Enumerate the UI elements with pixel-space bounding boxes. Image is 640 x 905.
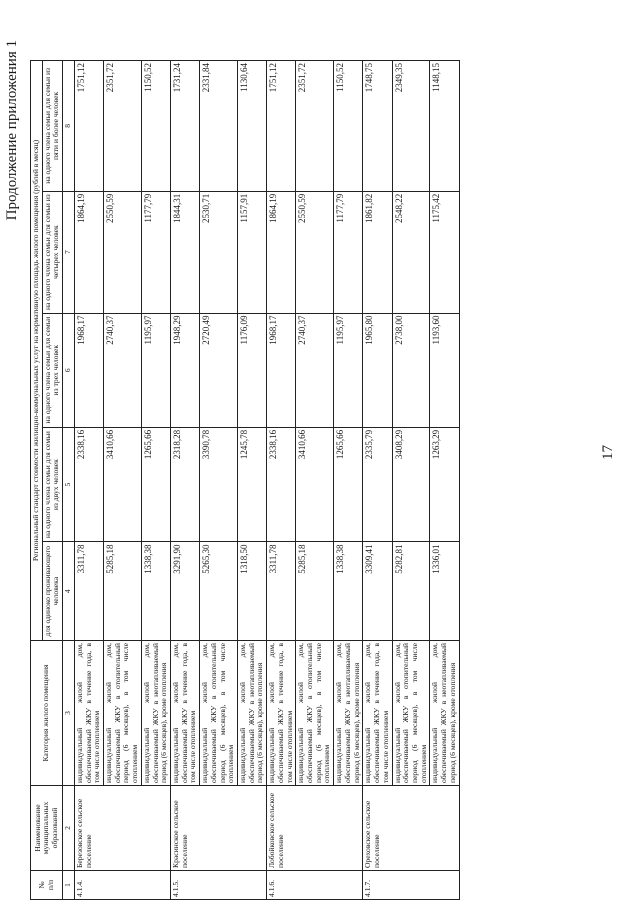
table-row bbox=[200, 61, 238, 900]
column-index: 6 bbox=[63, 313, 75, 427]
municipality-name: Березовское сельское поселение bbox=[74, 786, 170, 871]
housing-category: индивидуальный жилой дом, обеспечиваемый ЖКУ в течение года, в том числе отоплением bbox=[267, 641, 296, 786]
column-index: 8 bbox=[63, 61, 75, 192]
table-row bbox=[103, 61, 141, 900]
cost-value: 1263,29 bbox=[430, 427, 459, 542]
cost-value: 3408,29 bbox=[392, 427, 430, 542]
cost-value: 2335,79 bbox=[363, 427, 392, 542]
cost-value: 1130,64 bbox=[238, 61, 267, 192]
cost-value: 1177,79 bbox=[334, 191, 363, 313]
cost-value: 3311,78 bbox=[74, 542, 103, 641]
tariff-table bbox=[30, 60, 460, 900]
housing-category: индивидуальный жилой дом, обеспечиваемый ЖКУ в течение года, в том числе отоплением bbox=[170, 641, 199, 786]
cost-value: 2720,49 bbox=[200, 313, 238, 427]
table-row bbox=[296, 61, 334, 900]
housing-category: индивидуальный жилой дом, обеспечиваемый ЖКУ в отопительный период (6 месяцев), в том числе отоплением bbox=[392, 641, 430, 786]
cost-value: 1748,75 bbox=[363, 61, 392, 192]
cost-value: 5285,18 bbox=[296, 542, 334, 641]
cost-value: 1336,01 bbox=[430, 542, 459, 641]
cost-value: 1176,09 bbox=[238, 313, 267, 427]
housing-category: индивидуальный жилой дом, обеспечиваемый ЖКУ в неотапливаемый период (6 месяцев), кроме отопления bbox=[141, 641, 170, 786]
housing-category: индивидуальный жилой дом, обеспечиваемый ЖКУ в неотапливаемый период (6 месяцев), кроме отопления bbox=[430, 641, 459, 786]
cost-value: 2738,00 bbox=[392, 313, 430, 427]
cost-value: 1195,97 bbox=[334, 313, 363, 427]
row-number: 4.1.6. bbox=[267, 871, 363, 900]
header-sub-4: на одного члена семьи для семьи из четырех человек bbox=[42, 191, 62, 313]
housing-category: индивидуальный жилой дом, обеспечиваемый ЖКУ в отопительный период (6 месяцев), в том числе отоплением bbox=[200, 641, 238, 786]
cost-value: 2318,28 bbox=[170, 427, 199, 542]
cost-value: 1968,17 bbox=[74, 313, 103, 427]
cost-value: 5282,81 bbox=[392, 542, 430, 641]
column-index: 7 bbox=[63, 191, 75, 313]
cost-value: 1150,52 bbox=[141, 61, 170, 192]
cost-value: 1175,42 bbox=[430, 191, 459, 313]
cost-value: 1148,15 bbox=[430, 61, 459, 192]
cost-value: 1864,19 bbox=[267, 191, 296, 313]
cost-value: 2351,72 bbox=[103, 61, 141, 192]
cost-value: 3309,41 bbox=[363, 542, 392, 641]
row-number: 4.1.5. bbox=[170, 871, 266, 900]
column-index: 1 bbox=[63, 871, 75, 900]
cost-value: 1195,97 bbox=[141, 313, 170, 427]
table-row bbox=[267, 61, 296, 900]
cost-value: 1193,60 bbox=[430, 313, 459, 427]
column-index: 4 bbox=[63, 542, 75, 641]
housing-category: индивидуальный жилой дом, обеспечиваемый ЖКУ в неотапливаемый период (6 месяцев), кроме отопления bbox=[238, 641, 267, 786]
column-index: 2 bbox=[63, 786, 75, 871]
cost-value: 2548,22 bbox=[392, 191, 430, 313]
header-sub-1: для одиноко проживающего человека bbox=[42, 542, 62, 641]
column-index: 3 bbox=[63, 641, 75, 786]
cost-value: 3390,78 bbox=[200, 427, 238, 542]
cost-value: 1265,66 bbox=[141, 427, 170, 542]
header-category: Категория жилого помещения bbox=[31, 641, 63, 786]
table-row bbox=[392, 61, 430, 900]
cost-value: 1861,82 bbox=[363, 191, 392, 313]
housing-category: индивидуальный жилой дом, обеспечиваемый ЖКУ в отопительный период (6 месяцев), в том числе отоплением bbox=[103, 641, 141, 786]
header-standard: Региональный стандарт стоимости жилищно-коммунальных услуг на нормативную площадь жилого помещения (рублей в месяц) bbox=[31, 61, 43, 641]
cost-value: 5285,18 bbox=[103, 542, 141, 641]
cost-value: 2351,72 bbox=[296, 61, 334, 192]
municipality-name: Ореховское сельское поселение bbox=[363, 786, 459, 871]
cost-value: 2530,71 bbox=[200, 191, 238, 313]
cost-value: 1338,38 bbox=[334, 542, 363, 641]
cost-value: 1245,78 bbox=[238, 427, 267, 542]
cost-value: 3410,66 bbox=[103, 427, 141, 542]
table-row bbox=[363, 61, 392, 900]
table-row bbox=[170, 61, 199, 900]
cost-value: 2550,59 bbox=[296, 191, 334, 313]
cost-value: 2338,16 bbox=[74, 427, 103, 542]
cost-value: 1265,66 bbox=[334, 427, 363, 542]
cost-value: 1844,31 bbox=[170, 191, 199, 313]
municipality-name: Лобойковское сельское поселение bbox=[267, 786, 363, 871]
housing-category: индивидуальный жилой дом, обеспечиваемый ЖКУ в неотапливаемый период (6 месяцев), кроме отопления bbox=[334, 641, 363, 786]
cost-value: 2740,37 bbox=[103, 313, 141, 427]
cost-value: 3311,78 bbox=[267, 542, 296, 641]
cost-value: 1731,24 bbox=[170, 61, 199, 192]
row-number: 4.1.7. bbox=[363, 871, 459, 900]
cost-value: 1338,38 bbox=[141, 542, 170, 641]
housing-category: индивидуальный жилой дом, обеспечиваемый ЖКУ в отопительный период (6 месяцев), в том числе отоплением bbox=[296, 641, 334, 786]
header-name: Наименование муниципальных образований bbox=[31, 786, 63, 871]
cost-value: 1751,12 bbox=[267, 61, 296, 192]
cost-value: 2338,16 bbox=[267, 427, 296, 542]
cost-value: 1948,29 bbox=[170, 313, 199, 427]
page-number: 17 bbox=[600, 445, 616, 460]
cost-value: 1318,50 bbox=[238, 542, 267, 641]
header-num: № п/п bbox=[31, 871, 63, 900]
header-sub-5: на одного члена семьи для семьи из пяти и более человек bbox=[42, 61, 62, 192]
continuation-caption: Продолжение приложения 1 bbox=[4, 40, 20, 221]
housing-category: индивидуальный жилой дом, обеспечиваемый ЖКУ в течение года, в том числе отоплением bbox=[363, 641, 392, 786]
municipality-name: Красинское сельское поселение bbox=[170, 786, 266, 871]
row-number: 4.1.4. bbox=[74, 871, 170, 900]
housing-category: индивидуальный жилой дом, обеспечиваемый ЖКУ в течение года, в том числе отоплением bbox=[74, 641, 103, 786]
cost-value: 3410,66 bbox=[296, 427, 334, 542]
cost-value: 2740,37 bbox=[296, 313, 334, 427]
header-sub-3: на одного члена семьи для семьи из трех человек bbox=[42, 313, 62, 427]
cost-value: 1864,19 bbox=[74, 191, 103, 313]
cost-value: 2331,84 bbox=[200, 61, 238, 192]
cost-value: 2550,59 bbox=[103, 191, 141, 313]
table-row bbox=[430, 61, 459, 900]
cost-value: 1150,52 bbox=[334, 61, 363, 192]
cost-value: 1968,17 bbox=[267, 313, 296, 427]
table-row bbox=[238, 61, 267, 900]
cost-value: 1965,80 bbox=[363, 313, 392, 427]
cost-value: 1157,91 bbox=[238, 191, 267, 313]
table-row bbox=[334, 61, 363, 900]
cost-value: 2349,35 bbox=[392, 61, 430, 192]
table-row bbox=[141, 61, 170, 900]
cost-value: 1177,79 bbox=[141, 191, 170, 313]
header-sub-2: на одного члена семьи для семьи из двух человек bbox=[42, 427, 62, 542]
cost-value: 1751,12 bbox=[74, 61, 103, 192]
column-index: 5 bbox=[63, 427, 75, 542]
cost-value: 3291,90 bbox=[170, 542, 199, 641]
cost-value: 5265,30 bbox=[200, 542, 238, 641]
table-row bbox=[74, 61, 103, 900]
